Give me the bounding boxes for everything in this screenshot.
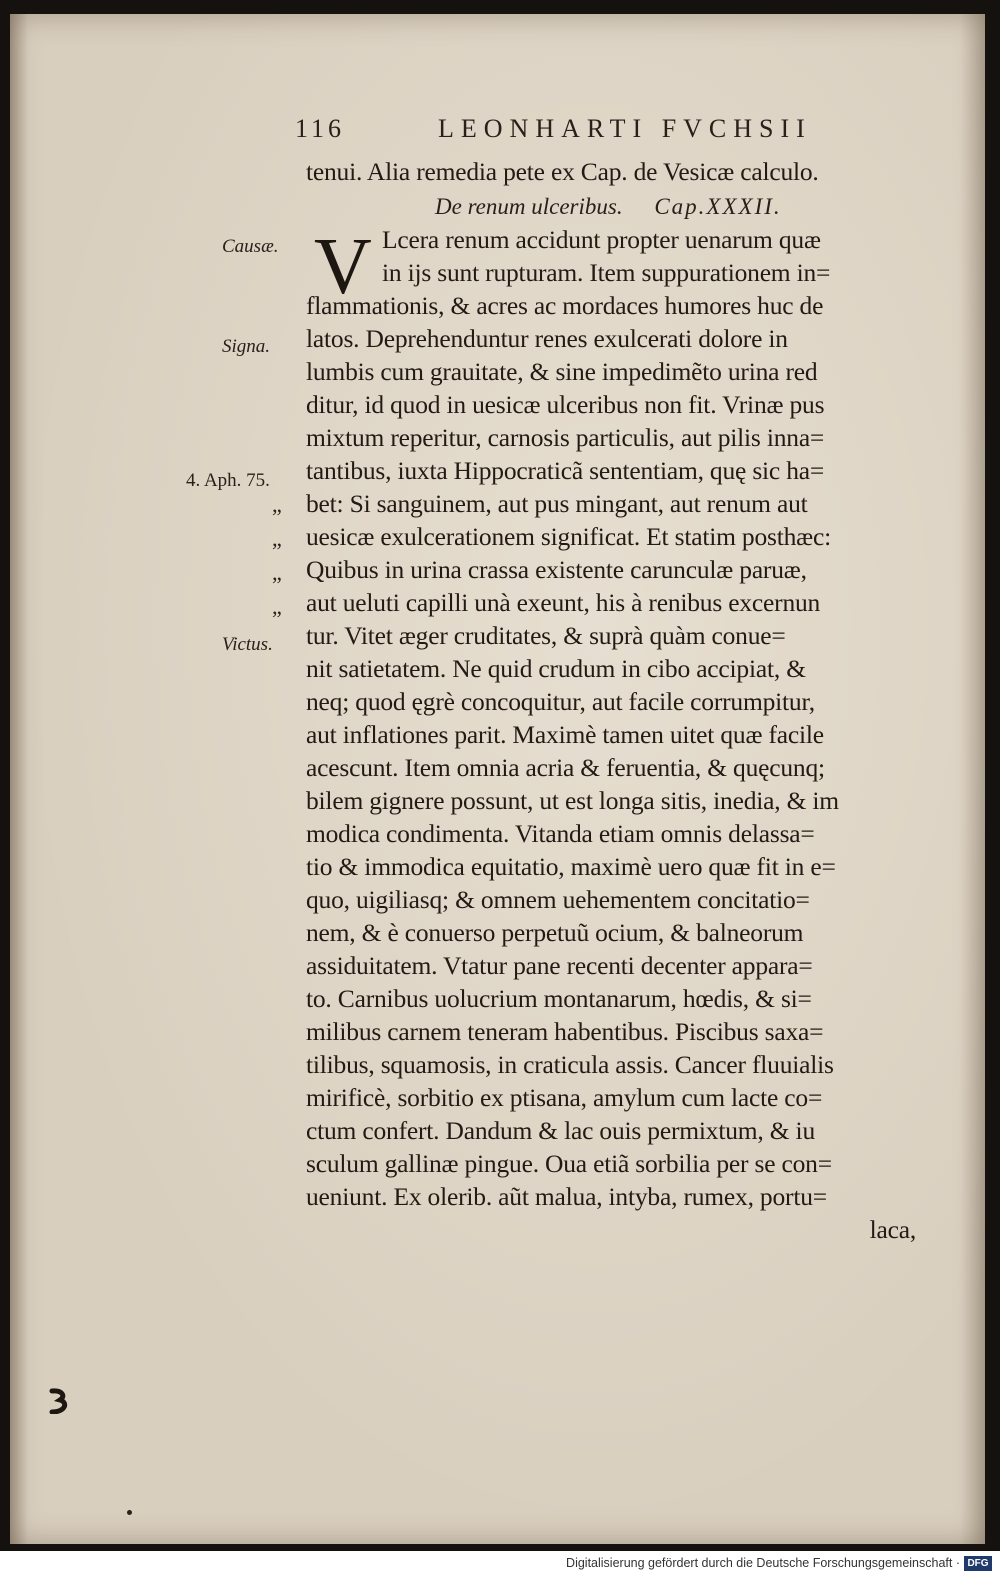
quote-mark: „ bbox=[272, 594, 282, 619]
margin-note-causae: Causæ. bbox=[222, 236, 279, 257]
ink-dot bbox=[127, 1510, 132, 1515]
text-line: quo, uigiliasq; & omnem uehementem concitatio= bbox=[306, 885, 810, 914]
text-line: to. Carnibus uolucrium montanarum, hœdis, & si= bbox=[306, 984, 812, 1013]
text-line: lumbis cum grauitate, & sine impedimẽto urina red bbox=[306, 357, 818, 386]
chapter-title: De renum ulceribus. bbox=[435, 194, 623, 219]
text-line: ditur, id quod in uesicæ ulceribus non fit. Vrinæ pus bbox=[306, 390, 825, 419]
text-line: tenui. Alia remedia pete ex Cap. de Vesicæ calculo. bbox=[306, 157, 819, 186]
text-line: nem, & è conuerso perpetuũ ocium, & balneorum bbox=[306, 918, 804, 947]
text-line: ueniunt. Ex olerib. aũt malua, intyba, rumex, portu= bbox=[306, 1182, 827, 1211]
text-line: assiduitatem. Vtatur pane recenti decenter appara= bbox=[306, 951, 813, 980]
chapter-number: Cap.XXXII. bbox=[654, 194, 782, 219]
text-line: mirificè, sorbitio ex ptisana, amylum cum lacte co= bbox=[306, 1083, 823, 1112]
text-line: sculum gallinæ pingue. Oua etiã sorbilia per se con= bbox=[306, 1149, 832, 1178]
author-name: LEONHARTI FVCHSII bbox=[438, 114, 812, 143]
text-line: uesicæ exulcerationem significat. Et statim posthæc: bbox=[306, 522, 831, 551]
text-line: tantibus, iuxta Hippocraticã sententiam, quę sic ha= bbox=[306, 456, 825, 485]
text-line: bilem gignere possunt, ut est longa sitis, inedia, & im bbox=[306, 786, 839, 815]
chapter-heading bbox=[435, 194, 782, 220]
quote-mark: „ bbox=[272, 492, 282, 517]
text-line: mixtum reperitur, carnosis particulis, aut pilis inna= bbox=[306, 423, 825, 452]
margin-note-aphorism: 4. Aph. 75. bbox=[186, 470, 270, 491]
ink-mark-icon bbox=[48, 1388, 70, 1414]
quote-mark: „ bbox=[272, 526, 282, 551]
text-line: tilibus, squamosis, in craticula assis. Cancer fluuialis bbox=[306, 1050, 834, 1079]
book-page bbox=[10, 14, 985, 1544]
text-line: milibus carnem teneram habentibus. Piscibus saxa= bbox=[306, 1017, 824, 1046]
page-number: 116 bbox=[295, 114, 346, 143]
catchword: laca, bbox=[869, 1215, 916, 1244]
text-line: aut inflationes parit. Maximè tamen uitet quæ facile bbox=[306, 720, 824, 749]
text-line: nit satietatem. Ne quid crudum in cibo accipiat, & bbox=[306, 654, 806, 683]
text-line: ctum confert. Dandum & lac ouis permixtum, & iu bbox=[306, 1116, 815, 1145]
text-line: neq; quod ęgrè concoquitur, aut facile corrumpitur, bbox=[306, 687, 815, 716]
quote-mark: „ bbox=[272, 560, 282, 585]
digitization-credit: Digitalisierung gefördert durch die Deutsche Forschungsgemeinschaft · bbox=[566, 1556, 960, 1570]
text-line: aut ueluti capilli unà exeunt, his à renibus excernun bbox=[306, 588, 821, 617]
text-line: flammationis, & acres ac mordaces humores huc de bbox=[306, 291, 824, 320]
text-line: tio & immodica equitatio, maximè uero quæ fit in e= bbox=[306, 852, 836, 881]
text-line: latos. Deprehenduntur renes exulcerati dolore in bbox=[306, 324, 788, 353]
text-line: tur. Vitet æger cruditates, & suprà quàm conue= bbox=[306, 621, 786, 650]
text-line: Lcera renum accidunt propter uenarum quæ bbox=[382, 225, 821, 254]
digitization-footer bbox=[0, 1551, 1000, 1577]
drop-cap: V bbox=[314, 223, 372, 311]
margin-note-signa: Signa. bbox=[222, 336, 271, 357]
text-line: modica condimenta. Vitanda etiam omnis delassa= bbox=[306, 819, 815, 848]
dfg-logo-icon: DFG bbox=[964, 1556, 992, 1571]
margin-note-victus: Victus. bbox=[222, 634, 273, 655]
text-line: bet: Si sanguinem, aut pus mingant, aut renum aut bbox=[306, 489, 808, 518]
running-head bbox=[295, 114, 825, 150]
text-line: Quibus in urina crassa existente carunculæ paruæ, bbox=[306, 555, 807, 584]
text-line: acescunt. Item omnia acria & feruentia, & quęcunq; bbox=[306, 753, 825, 782]
text-line: in ijs sunt rupturam. Item suppurationem in= bbox=[382, 258, 831, 287]
